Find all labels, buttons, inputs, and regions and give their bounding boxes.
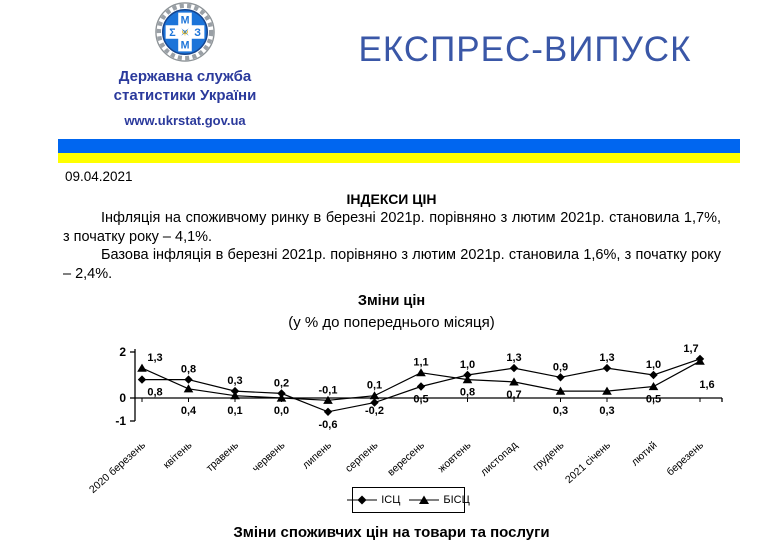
org-name-line2: статистики України [113, 87, 257, 104]
diamond-marker [603, 364, 611, 372]
data-label: 1,1 [413, 356, 429, 369]
derzhstat-logo-icon [154, 1, 216, 63]
data-label: 1,3 [506, 352, 522, 365]
data-label: 0,5 [413, 393, 429, 406]
flag-yellow-stripe [58, 153, 740, 163]
x-axis-category-label: листопад [478, 439, 521, 479]
diamond-marker [556, 373, 564, 381]
data-label: -0,2 [365, 405, 384, 417]
flag-blue-stripe [58, 139, 740, 153]
next-section-heading: Зміни споживчих цін на товари та послуги [233, 524, 550, 541]
y-axis-tick-label: 0 [119, 391, 126, 405]
org-name-line1: Державна служба [118, 68, 252, 85]
data-label: 0,2 [273, 377, 290, 390]
x-axis-category-label: квітень [160, 439, 195, 472]
legend-label-bicc: БІСЦ [443, 494, 470, 506]
legend-item-bicc [409, 494, 469, 506]
x-axis-category-label: серпень [342, 439, 381, 475]
triangle-marker [416, 368, 426, 376]
diamond-marker [510, 364, 518, 372]
chart-subtitle: (у % до попереднього місяця) [288, 314, 495, 331]
chart-title: Зміни цін [357, 293, 426, 309]
data-label: 1,7 [683, 342, 699, 355]
data-label: 1,6 [699, 379, 715, 392]
data-label: 0,1 [366, 379, 383, 392]
data-label: 0,1 [227, 405, 243, 417]
x-axis-category-label: травень [203, 439, 242, 475]
x-axis-category-label: лютий [628, 439, 660, 469]
paragraph-inflation: Інфляція на споживчому ринку в березні 2021р. порівняно з лютим 2021р. становила 1,7%, з початку року – 4,1%. [63, 210, 721, 245]
x-axis-category-label: грудень [530, 439, 567, 474]
data-label: -0,1 [318, 384, 338, 397]
data-label: 0,5 [645, 393, 662, 406]
diamond-marker [138, 375, 146, 383]
page-title: ЕКСПРЕС-ВИПУСК [358, 30, 692, 69]
x-axis-category-label: вересень [385, 439, 428, 479]
diamond-marker [649, 371, 657, 379]
y-axis-tick-label: 2 [119, 345, 126, 359]
body-text [63, 209, 721, 283]
x-axis-category-label: липень [300, 439, 335, 472]
triangle-marker [649, 382, 659, 390]
chart-legend [352, 487, 470, 513]
data-label: -0,6 [318, 418, 338, 431]
legend-label-icc: ІСЦ [381, 494, 401, 506]
data-label: 0,3 [599, 405, 615, 417]
logo-letter-right: З [194, 26, 201, 39]
data-label: 0,8 [147, 386, 163, 399]
x-axis-category-label: 2021 січень [563, 439, 614, 486]
data-label: 0,3 [227, 375, 243, 388]
data-label: 1,3 [599, 352, 615, 365]
triangle-marker [695, 357, 705, 365]
logo-letter-top: М [180, 14, 190, 27]
ukraine-flag-band [58, 139, 740, 163]
release-date: 09.04.2021 [65, 169, 133, 184]
data-label: 0,8 [459, 386, 476, 399]
data-label: 1,0 [459, 359, 476, 371]
diamond-marker [184, 375, 192, 383]
data-label: 0,8 [180, 363, 197, 376]
data-label: 0,3 [552, 405, 569, 417]
org-name [75, 67, 295, 105]
logo-letter-bottom: М [180, 39, 190, 52]
diamond-series-icon [347, 495, 377, 505]
x-axis-category-label: червень [249, 439, 288, 475]
document-heading: ІНДЕКСИ ЦІН [346, 191, 437, 207]
price-change-chart [60, 340, 770, 498]
x-axis-category-label: жовтень [435, 439, 474, 476]
logo-letter-left: Ʃ [169, 26, 176, 39]
website-link[interactable]: www.ukrstat.gov.ua [124, 113, 246, 128]
triangle-marker [137, 364, 147, 372]
diamond-marker [324, 408, 332, 416]
triangle-marker [184, 384, 194, 392]
data-label: 0,9 [552, 361, 569, 374]
paragraph-core-inflation: Базова інфляція в березні 2021р. порівняно з лютим 2021р. становила 1,6%, з початку року – 2,4%. [63, 247, 721, 282]
trident-icon: Ψ [181, 28, 189, 38]
data-label: 0,0 [273, 405, 290, 417]
x-axis-category-label: 2020 березень [87, 439, 149, 496]
triangle-series-icon [409, 495, 439, 505]
diamond-marker [417, 382, 425, 390]
chart-canvas [60, 340, 770, 498]
y-axis-tick-label: -1 [115, 414, 126, 428]
legend-item-icc [347, 494, 400, 506]
x-axis-category-label: березень [664, 439, 707, 479]
data-label: 1,0 [645, 359, 662, 371]
triangle-marker [370, 391, 380, 399]
data-label: 0,7 [506, 388, 522, 401]
data-label: 0,4 [180, 405, 197, 417]
data-label: 1,3 [147, 352, 163, 365]
